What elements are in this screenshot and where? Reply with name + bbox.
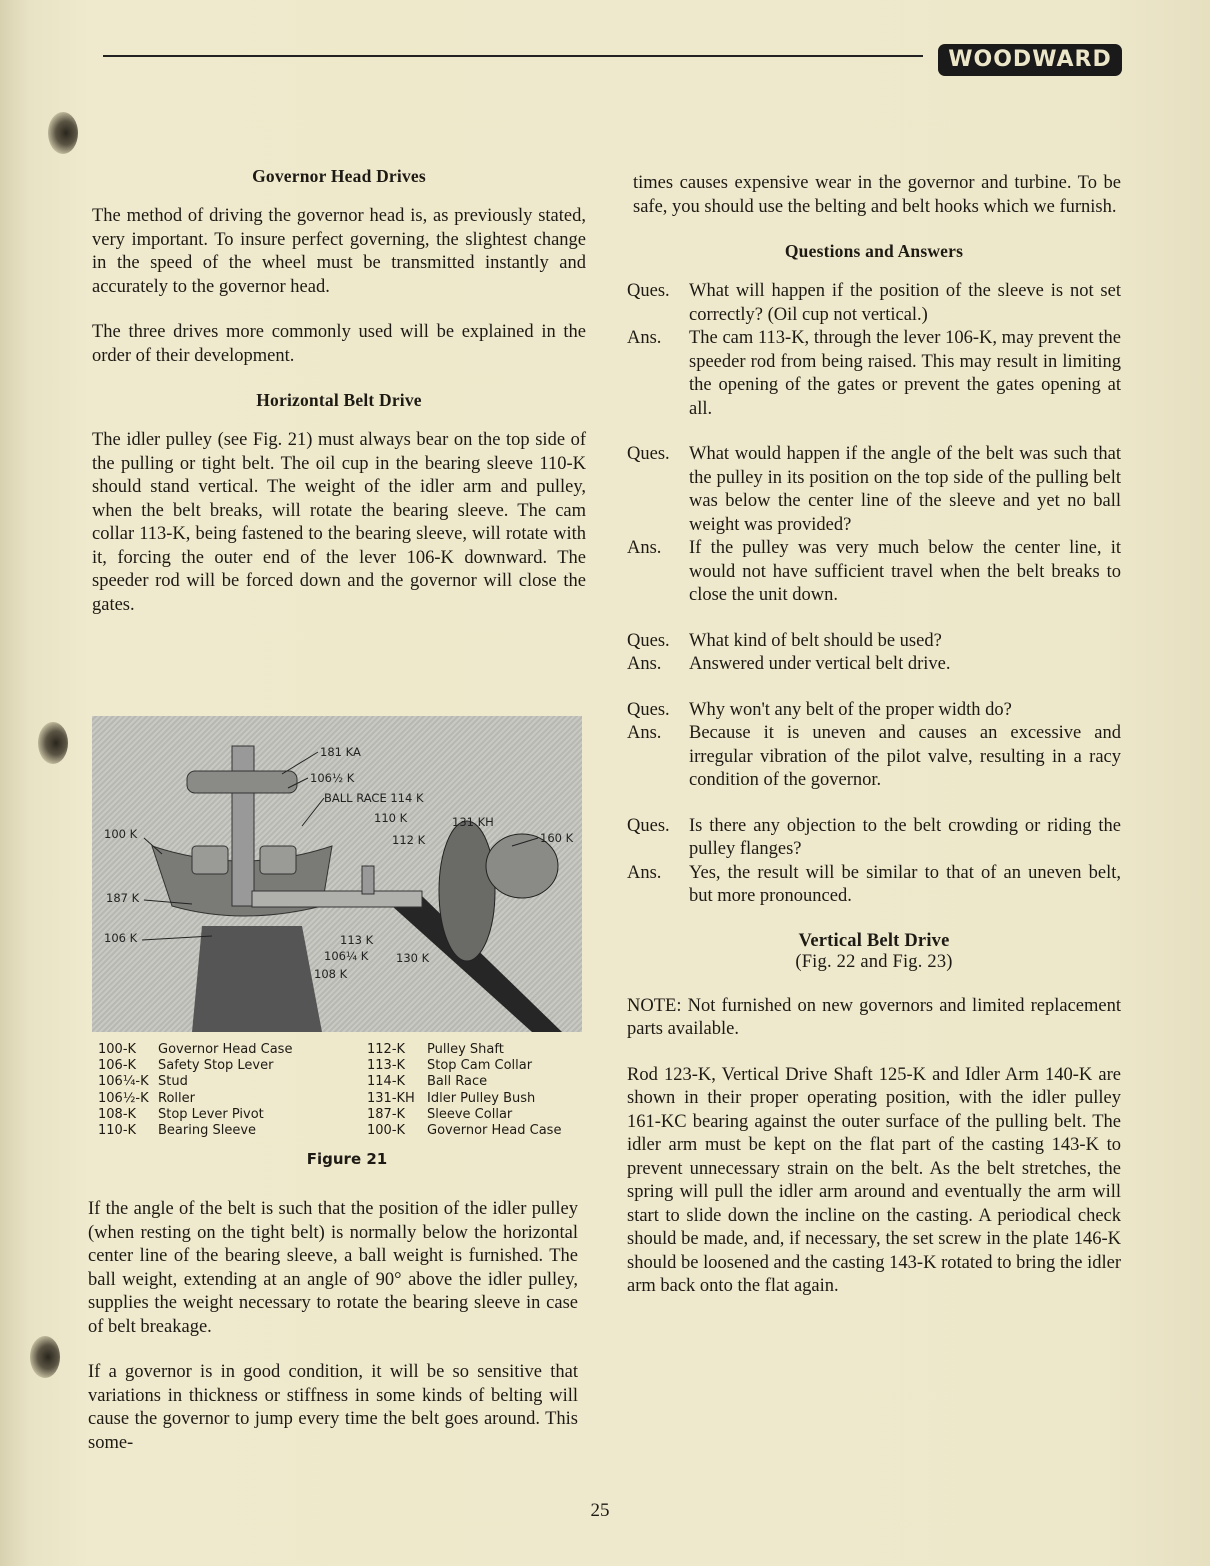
legend-item <box>367 1123 561 1139</box>
callout-label: 160 K <box>540 831 574 845</box>
question-row <box>627 280 1121 327</box>
legend-item <box>98 1058 292 1074</box>
part-number: 112-K <box>367 1042 406 1057</box>
callout-label: 106½ K <box>310 771 355 785</box>
callout-label: 106 K <box>104 931 138 945</box>
header-rule <box>103 55 923 57</box>
part-label: Idler Pulley Bush <box>427 1090 536 1106</box>
pulley-shaft <box>252 891 422 907</box>
section-heading-governor-head-drives: Governor Head Drives <box>252 166 426 186</box>
part-label: Safety Stop Lever <box>158 1058 274 1074</box>
part-number: 106½-K <box>98 1090 149 1106</box>
answer-row <box>627 327 1121 421</box>
answer-row <box>627 653 1121 677</box>
answer-text: If the pulley was very much below the center line, it would not have sufficient travel when the belt breaks to close the unit down. <box>689 538 1121 605</box>
part-number: 110-K <box>98 1123 137 1139</box>
flyweight-right <box>260 846 296 874</box>
answer-tag: Ans. <box>627 723 662 743</box>
legend-item <box>98 1042 292 1058</box>
callout-label: 130 K <box>396 951 430 965</box>
flyweight-left <box>192 846 228 874</box>
question-tag: Ques. <box>627 699 670 720</box>
legend-item <box>367 1058 561 1074</box>
binder-hole-middle <box>38 722 68 764</box>
question-tag: Ques. <box>627 281 670 301</box>
question-tag: Ques. <box>627 815 670 836</box>
question-tag: Ques. <box>627 630 670 651</box>
part-number: 106-K <box>98 1058 137 1074</box>
answer-tag: Ans. <box>627 328 662 348</box>
answer-row <box>627 722 1121 793</box>
callout-label: BALL RACE 114 K <box>324 791 424 805</box>
answer-tag: Ans. <box>627 538 662 558</box>
answer-text: Answered under vertical belt drive. <box>689 654 951 674</box>
part-label: Pulley Shaft <box>427 1042 504 1057</box>
question-text: Why won't any belt of the proper width do? <box>689 699 1012 720</box>
part-number: 114-K <box>367 1074 406 1090</box>
qa-item <box>627 815 1121 909</box>
part-label: Governor Head Case <box>158 1042 293 1057</box>
part-label: Ball Race <box>427 1074 488 1090</box>
qa-item <box>627 280 1121 421</box>
figure-21-photo <box>92 716 582 1032</box>
part-number: 187-K <box>367 1106 406 1122</box>
vertical-heading-subline: (Fig. 22 and Fig. 23) <box>795 951 953 972</box>
right-column <box>627 172 1121 1321</box>
part-label: Bearing Sleeve <box>158 1123 257 1139</box>
answer-row <box>627 537 1121 608</box>
part-label: Roller <box>158 1090 195 1106</box>
question-row <box>627 443 1121 537</box>
oil-cup <box>362 866 374 894</box>
answer-tag: Ans. <box>627 862 662 883</box>
part-label: Stud <box>158 1074 188 1090</box>
section-heading-vertical-belt-drive <box>627 931 1121 973</box>
figure-caption: Figure 21 <box>306 1150 388 1168</box>
legend-item <box>367 1042 561 1058</box>
question-row <box>627 815 1121 862</box>
qa-item <box>627 699 1121 793</box>
top-crossbar <box>187 771 297 793</box>
part-label: Stop Lever Pivot <box>158 1106 264 1122</box>
callout-label: 181 KA <box>320 745 361 759</box>
callout-label: 187 K <box>106 891 140 905</box>
answer-text: Because it is uneven and causes an excessive and irregular vibration of the pilot valve, resulting in a racy condition of the governor. <box>689 723 1121 790</box>
question-row <box>627 699 1121 723</box>
pulley-a <box>439 821 495 961</box>
section-heading-horizontal-belt-drive: Horizontal Belt Drive <box>256 390 422 410</box>
part-label: Governor Head Case <box>427 1123 562 1139</box>
legend-item <box>367 1074 561 1090</box>
question-text: What would happen if the angle of the belt was such that the pulley in its position on the top side of the pulling belt was below the center line of the sleeve and yet no ball weight was provided? <box>689 444 1121 535</box>
binder-hole-top <box>48 112 78 154</box>
left-column <box>92 166 586 639</box>
paragraph: If a governor is in good condition, it will be so sensitive that variations in thickness or stiffness in some kinds of belting will cause the governor to jump every time the belt goes around. This some- <box>88 1362 578 1453</box>
paragraph: Rod 123-K, Vertical Drive Shaft 125-K and Idler Arm 140-K are shown in their proper operating position, with the idler pulley 161-KC bearing against the outer surface of the pulling belt. The idler arm must be kept on the flat part of the casting 143-K to prevent unnecessary strain on the belt. As the belt stretches, the spring will pull the idler arm around and eventually the arm will start to slide down the incline on the casting. A periodical check should be made, and, if necessary, the set screw in the plate 146-K should be loosened and the casting 143-K rotated to bring the idler arm back onto the flat again. <box>627 1064 1121 1296</box>
callout-label: 108 K <box>314 967 348 981</box>
legend-item <box>98 1074 292 1090</box>
governor-base <box>192 926 322 1032</box>
part-label: Sleeve Collar <box>427 1106 513 1122</box>
qa-item <box>627 443 1121 608</box>
legend-item <box>98 1107 292 1123</box>
part-number: 108-K <box>98 1106 137 1122</box>
answer-text: Yes, the result will be similar to that of an uneven belt, but more pronounced. <box>689 862 1121 906</box>
part-number: 106¼-K <box>98 1074 149 1090</box>
answer-row <box>627 862 1121 909</box>
paragraph: The idler pulley (see Fig. 21) must always bear on the top side of the pulling or tight belt. The oil cup in the bearing sleeve 110-K should stand vertical. The weight of the idler arm and pulley, when the belt breaks, will rotate the bearing sleeve. The cam collar 113-K, being fastened to the bearing sleeve, will rotate with it, forcing the outer end of the lever 106-K downward. The speeder rod will be forced down and the governor will close the gates. <box>92 430 586 615</box>
answer-tag: Ans. <box>627 654 662 674</box>
question-text: What kind of belt should be used? <box>689 630 942 651</box>
callout-label: 113 K <box>340 933 374 947</box>
callout-label: 131 KH <box>452 815 494 829</box>
question-text: Is there any objection to the belt crowding or riding the pulley flanges? <box>689 815 1121 859</box>
woodward-logo: WOODWARD <box>938 44 1122 76</box>
binder-hole-bottom <box>30 1336 60 1378</box>
legend-column-right <box>367 1042 561 1139</box>
vertical-heading-line: Vertical Belt Drive <box>798 930 950 951</box>
callout-label: 106¼ K <box>324 949 369 963</box>
speeder-rod <box>232 746 254 906</box>
legend-column-left <box>98 1042 292 1139</box>
legend-item <box>98 1091 292 1107</box>
callout-label: 110 K <box>374 811 408 825</box>
answer-text: The cam 113-K, through the lever 106-K, may prevent the speeder rod from being raised. This may result in limiting the opening of the gates or prevent the gates opening at all. <box>689 328 1121 419</box>
callout-label: 112 K <box>392 833 426 847</box>
callout-label: 100 K <box>104 827 138 841</box>
governor-head-illustration <box>92 716 582 1032</box>
paragraph: times causes expensive wear in the governor and turbine. To be safe, you should use the belting and belt hooks which we furnish. <box>633 173 1121 217</box>
paragraph: The three drives more commonly used will be explained in the order of their development. <box>92 322 586 366</box>
part-label: Stop Cam Collar <box>427 1058 533 1074</box>
question-text: What will happen if the position of the sleeve is not set correctly? (Oil cup not vertical.) <box>689 281 1121 325</box>
part-number: 113-K <box>367 1058 406 1074</box>
paragraph: The method of driving the governor head is, as previously stated, very important. To insure perfect governing, the slightest change in the speed of the wheel must be transmitted instantly and accurately to the governor head. <box>92 206 586 297</box>
part-number: 100-K <box>367 1123 406 1139</box>
paragraph: If the angle of the belt is such that the position of the idler pulley (when resting on the tight belt) is normally below the horizontal center line of the bearing sleeve, a ball weight is furnished. The ball weight, extending at an angle of 90° above the idler pulley, supplies the weight necessary to rotate the bearing sleeve in case of belt breakage. <box>88 1199 578 1337</box>
part-number: 100-K <box>98 1042 137 1057</box>
left-column-lower <box>88 1198 578 1477</box>
question-tag: Ques. <box>627 444 670 464</box>
legend-item <box>367 1091 561 1107</box>
note-paragraph: NOTE: Not furnished on new governors and limited replacement parts available. <box>627 995 1121 1039</box>
section-heading-questions-and-answers: Questions and Answers <box>784 241 964 261</box>
part-number: 131-KH <box>367 1090 415 1106</box>
question-row <box>627 630 1121 654</box>
legend-item <box>98 1123 292 1139</box>
page-number: 25 <box>590 1500 610 1521</box>
qa-item <box>627 630 1121 677</box>
legend-item <box>367 1107 561 1123</box>
